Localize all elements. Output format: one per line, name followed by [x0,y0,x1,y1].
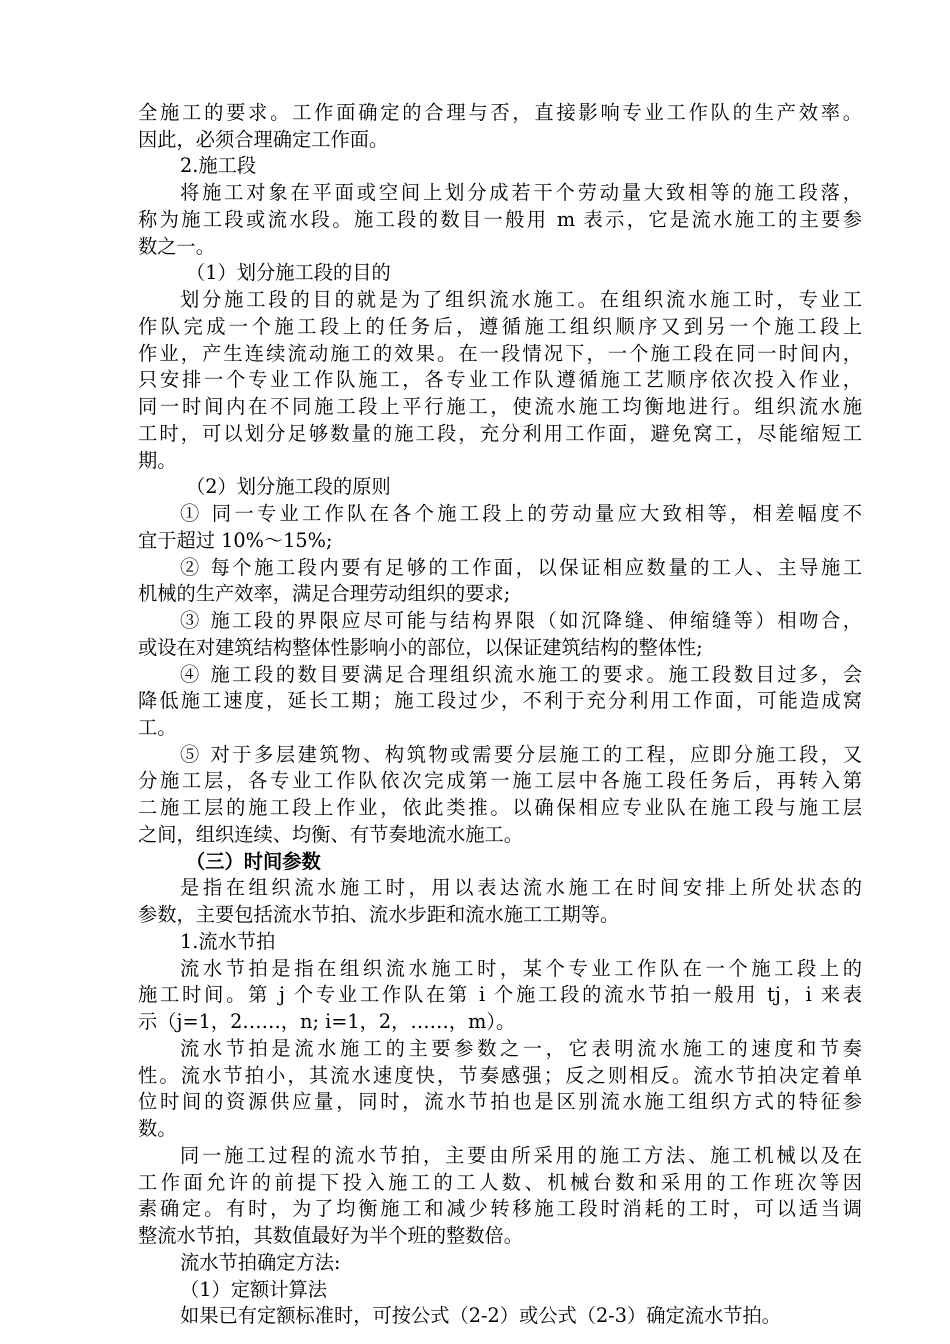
body-line: 期。 [138,448,177,472]
body-line: 数之一。 [138,234,215,258]
body-line: 或设在对建筑结构整体性影响小的部位，以保证建筑结构的整体性; [138,635,703,659]
body-line: 流水节拍是指在组织流水施工时，某个专业工作队在一个施工段上的 [180,956,862,980]
list-item: ② 每个施工段内要有足够的工作面，以保证相应数量的工人、主导施工 [180,555,862,579]
list-item: ③ 施工段的界限应尽可能与结构界限（如沉降缝、伸缩缝等）相吻合， [180,609,862,633]
body-line: 数。 [138,1117,177,1141]
body-line: 将施工对象在平面或空间上划分成若干个劳动量大致相等的施工段落， [180,181,862,205]
body-line: 参数，主要包括流水节拍、流水步距和流水施工工期等。 [138,903,620,927]
body-line: 同一时间内在不同施工段上平行施工，使流水施工均衡地进行。组织流水施 [138,395,862,419]
body-line: 之间，组织连续、均衡、有节奏地流水施工。 [138,822,523,846]
body-line: 因此，必须合理确定工作面。 [138,127,389,151]
body-line: 作业，产生连续流动施工的效果。在一段情况下，一个施工段在同一时间内， [138,341,862,365]
body-line: 示（j=1，2……，n; i=1，2，……，m）。 [138,1010,516,1034]
body-line: 如果已有定额标准时，可按公式（2-2）或公式（2-3）确定流水节拍。 [180,1304,781,1328]
body-line: 位时间的资源供应量，同时，流水节拍也是区别流水施工组织方式的特征参 [138,1090,862,1114]
body-line: 机械的生产效率，满足合理劳动组织的要求; [138,582,511,606]
body-line: 素确定。有时，为了均衡施工和减少转移施工段时消耗的工时，可以适当调 [138,1197,862,1221]
body-line: 施工时间。第 j 个专业工作队在第 i 个施工段的流水节拍一般用 tj，i 来表 [138,983,862,1007]
body-line: 流水节拍是流水施工的主要参数之一，它表明流水施工的速度和节奏 [180,1036,862,1060]
body-line: （1）定额计算法 [180,1277,327,1301]
body-line: 降低施工速度，延长工期；施工段过少，不利于充分利用工作面，可能造成窝 [138,689,862,713]
body-line: 作队完成一个施工段上的任务后，遵循施工组织顺序又到另一个施工段上 [138,314,862,338]
section-heading: 2.施工段 [180,154,257,178]
chapter-heading: （三）时间参数 [186,849,321,873]
subsection-heading: （1）划分施工段的目的 [186,261,391,285]
list-item: ⑤ 对于多层建筑物、构筑物或需要分层施工的工程，应即分施工段，又 [180,742,862,766]
subsection-heading: 流水节拍确定方法: [180,1250,341,1274]
body-line: 是指在组织流水施工时，用以表达流水施工在时间安排上所处状态的 [180,876,862,900]
subsection-heading: （2）划分施工段的原则 [186,475,391,499]
list-item: ④ 施工段的数目要满足合理组织流水施工的要求。施工段数目过多，会 [180,662,862,686]
list-item: ① 同一专业工作队在各个施工段上的劳动量应大致相等，相差幅度不 [180,502,862,526]
body-line: 全施工的要求。工作面确定的合理与否，直接影响专业工作队的生产效率。 [138,101,862,124]
body-line: 工作面允许的前提下投入施工的工人数、机械台数和采用的工作班次等因 [138,1170,862,1194]
body-line: 同一施工过程的流水节拍，主要由所采用的施工方法、施工机械以及在 [180,1143,862,1167]
body-line: 工时，可以划分足够数量的施工段，充分利用工作面，避免窝工，尽能缩短工 [138,421,862,445]
body-line: 称为施工段或流水段。施工段的数目一般用 m 表示，它是流水施工的主要参 [138,207,862,231]
body-line: 宜于超过 10%～15%; [138,528,333,552]
body-line: 只安排一个专业工作队施工，各专业工作队遵循施工艺顺序依次投入作业， [138,368,862,392]
body-line: 分施工层，各专业工作队依次完成第一施工层中各施工段任务后，再转入第 [138,769,862,793]
section-heading: 1.流水节拍 [180,929,276,953]
body-line: 划分施工段的目的就是为了组织流水施工。在组织流水施工时，专业工 [180,288,862,312]
body-line: 性。流水节拍小，其流水速度快，节奏感强；反之则相反。流水节拍决定着单 [138,1063,862,1087]
body-line: 二施工层的施工段上作业，依此类推。以确保相应专业队在施工段与施工层 [138,796,862,820]
body-line: 工。 [138,716,177,739]
body-line: 整流水节拍，其数值最好为半个班的整数倍。 [138,1224,523,1248]
